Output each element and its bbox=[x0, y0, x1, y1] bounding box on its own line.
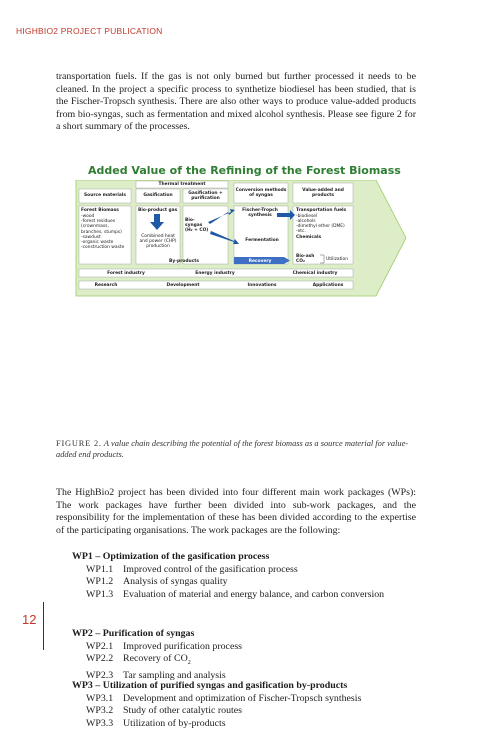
wp-item bbox=[86, 693, 422, 706]
label-recovery: Recovery bbox=[248, 258, 272, 264]
label-byproducts: By-products bbox=[169, 259, 199, 264]
label-chemical-industry: Chemical industry bbox=[292, 270, 338, 276]
work-package-3 bbox=[72, 680, 422, 730]
wp-title: WP3 – Utilization of purified syngas and gasification by-products bbox=[72, 680, 348, 691]
label-thermal-treatment: Thermal treatment bbox=[158, 182, 206, 187]
label-biosyngas: Bio-syngas (H₂ + CO) bbox=[185, 218, 209, 234]
intro-paragraph: transportation fuels. If the gas is not only burned but further processed it needs to be cleaned. In the project a specific process to synthetize biodiesel has been studied, that is the Fischer-Tropsch synthesis. There are also other ways to produce value-added products from bio-syngas, such as fermentation and mixed alcohol synthesis. Please see figure 2 for a short summary of the processes. bbox=[56, 71, 416, 133]
value-chain-figure bbox=[58, 158, 408, 306]
label-development: Development bbox=[166, 282, 200, 288]
fuels-list: -biodiesel -alcohols -dimethyl ether (DME) -etc. bbox=[296, 213, 345, 235]
label-fermentation: Fermentation bbox=[245, 238, 279, 243]
source-materials-list: -wood -forest residues (crownmass, branches, stumps) -sawdust -organic waste -construction waste bbox=[81, 214, 125, 251]
label-chemicals: Chemicals bbox=[296, 235, 322, 240]
wp-item-number: WP3.3 bbox=[86, 717, 114, 729]
wp-item-text: Study of other catalytic routes bbox=[123, 705, 243, 717]
label-bioproduct-gas: Bio-product gas bbox=[138, 208, 178, 213]
work-package-2 bbox=[72, 628, 422, 682]
caption-text: A value chain describing the potential of the forest biomass as a source material for value-added end products. bbox=[56, 439, 409, 459]
wp-item-text: Improved control of the gasification process bbox=[123, 563, 298, 575]
label-applications: Applications bbox=[312, 282, 344, 288]
page-number: 12 bbox=[22, 612, 37, 627]
wp-item bbox=[86, 705, 422, 718]
label-fischer-tropsch: Fischer-Tropch synthesis bbox=[242, 208, 278, 219]
label-forest-industry: Forest industry bbox=[107, 270, 145, 276]
label-gasification: Gasification bbox=[143, 193, 173, 198]
wp-item-text: Utilization of by-products bbox=[123, 717, 226, 729]
wp-item-number: WP2.2 bbox=[86, 653, 114, 665]
wp-item bbox=[86, 653, 422, 670]
label-bioash: Bio-ash CO₂ bbox=[296, 254, 315, 265]
publication-header: HIGHBIO2 PROJECT PUBLICATION bbox=[16, 26, 163, 36]
wp-item-text: Tar sampling and analysis bbox=[123, 669, 226, 681]
page-number-rule bbox=[43, 602, 44, 650]
label-research: Research bbox=[94, 282, 118, 288]
wp-item bbox=[86, 718, 422, 730]
label-chp: Combined heat and power (CHP) production bbox=[139, 234, 177, 250]
wp-item-number: WP3.1 bbox=[86, 692, 114, 704]
wp-item-text: Improved purification process bbox=[123, 640, 243, 652]
wp-item-text: Evaluation of material and energy balance, and carbon conversion bbox=[123, 588, 385, 600]
label-utilization: Utilization bbox=[326, 257, 349, 262]
label-innovations: Innovations bbox=[247, 282, 277, 288]
wp-item-number: WP1.3 bbox=[86, 588, 114, 600]
body-paragraph: The HighBio2 project has been divided into four different main work packages (WPs): The work packages have further been divided into sub-work packages, and the responsibility for the implementation of these has been divided according to the expertise of the participating organisations. The work packages are the following: bbox=[56, 487, 416, 536]
wp-item-number: WP2.1 bbox=[86, 640, 114, 652]
wp-item-text: Analysis of syngas quality bbox=[123, 576, 228, 588]
wp-item-text: Development and optimization of Fischer-Tropsch synthesis bbox=[123, 692, 362, 704]
label-conversion-methods: Conversion methods of syngas bbox=[235, 188, 287, 199]
wp-item bbox=[86, 641, 422, 654]
content-box-gas-purif bbox=[183, 206, 228, 264]
wp-item bbox=[86, 589, 422, 602]
wp-item-text bbox=[123, 653, 415, 670]
wp-item bbox=[86, 564, 422, 577]
figure-title: Added Value of the Refining of the Forest Biomass bbox=[88, 164, 401, 177]
label-source-materials: Source materials bbox=[84, 193, 126, 198]
wp-item-number: WP3.2 bbox=[86, 705, 114, 717]
wp-title: WP2 – Purification of syngas bbox=[72, 628, 195, 639]
label-forest-biomass: Forest Biomass bbox=[81, 208, 119, 213]
wp-item-number: WP2.3 bbox=[86, 669, 114, 681]
wp-item-text-main: Recovery of CO bbox=[123, 653, 188, 665]
label-value-added: Value-added and products bbox=[302, 188, 344, 199]
wp-title: WP1 – Optimization of the gasification process bbox=[72, 551, 270, 562]
label-gasification-purification: Gasification + purification bbox=[188, 191, 223, 202]
wp-item-number: WP1.1 bbox=[86, 563, 114, 575]
work-package-1 bbox=[72, 551, 422, 601]
figure-caption bbox=[56, 438, 416, 460]
wp-item-number: WP1.2 bbox=[86, 576, 114, 588]
label-energy-industry: Energy industry bbox=[195, 270, 235, 276]
wp-item-subscript: 2 bbox=[187, 660, 191, 667]
wp-item bbox=[86, 576, 422, 589]
label-transportation-fuels: Transportation fuels bbox=[296, 208, 347, 213]
caption-label: FIGURE 2. bbox=[56, 439, 102, 448]
